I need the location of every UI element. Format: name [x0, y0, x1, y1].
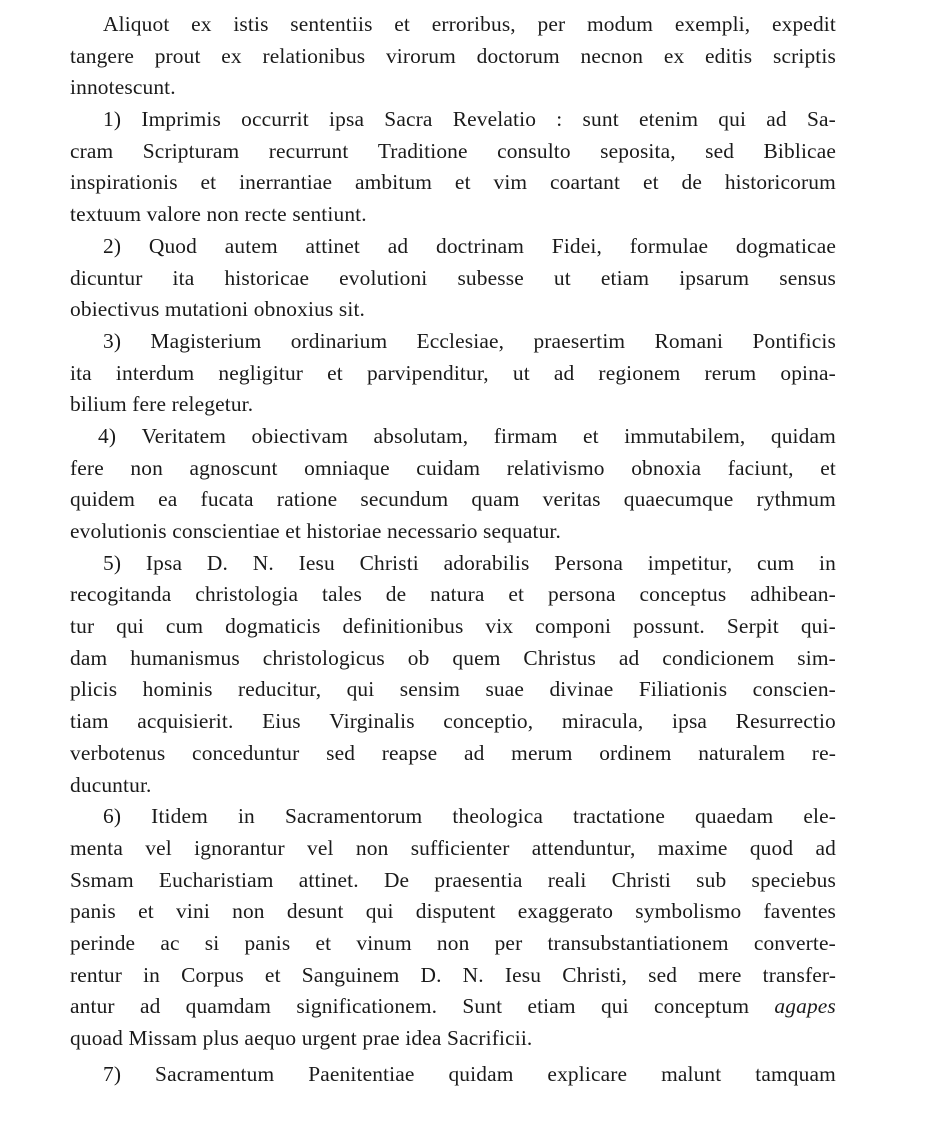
word: adorabilis	[443, 550, 530, 575]
word: negligitur	[218, 360, 304, 385]
word: merum	[511, 740, 573, 765]
word: quod	[749, 835, 794, 860]
paragraph-item-1	[70, 104, 836, 231]
word: tangere	[70, 43, 134, 68]
document-page	[70, 9, 836, 1090]
word: et	[508, 582, 525, 607]
word: 5)	[103, 550, 122, 575]
text-line	[70, 421, 836, 453]
word: theologica	[452, 804, 543, 829]
word: quidam	[770, 423, 836, 448]
word: qui	[116, 614, 144, 639]
paragraph-item-7	[70, 1059, 836, 1091]
word: si	[204, 930, 220, 955]
text-line-with-italic	[70, 991, 836, 1023]
word: panis	[244, 930, 291, 955]
word: Sanguinem	[301, 962, 400, 987]
word: Ipsa	[145, 550, 183, 575]
word: vix	[485, 614, 514, 639]
word: reali	[547, 867, 587, 892]
word: condicionem	[662, 645, 775, 670]
word: parvipenditur,	[366, 360, 489, 385]
word: mere	[698, 962, 742, 987]
word: Sunt	[462, 994, 503, 1019]
word: Iesu	[298, 550, 335, 575]
word: impetitur,	[647, 550, 733, 575]
word: ordinem	[599, 740, 672, 765]
word: occurrit	[241, 107, 309, 132]
word: Magisterium	[150, 328, 262, 353]
word: vel	[145, 835, 172, 860]
word: recogitanda	[70, 582, 172, 607]
text-line	[70, 326, 836, 358]
word: conscien-	[752, 677, 836, 702]
word: et	[138, 899, 154, 924]
paragraph-item-2	[70, 231, 836, 326]
word: praesentia	[434, 867, 523, 892]
word: obiectivam	[251, 423, 349, 448]
text-line: ducuntur.	[70, 772, 152, 797]
word: etiam	[527, 994, 576, 1019]
word: ad	[553, 360, 575, 385]
word: qui	[346, 677, 375, 702]
word: quidem	[70, 487, 136, 512]
word: inerrantiae	[239, 170, 333, 195]
word: quidam	[448, 1061, 514, 1086]
word: sim-	[797, 645, 836, 670]
word: componi	[535, 614, 612, 639]
word: cum	[756, 550, 795, 575]
word: transubstantiationem	[547, 930, 729, 955]
word: ele-	[803, 804, 836, 829]
word: qui	[600, 994, 629, 1019]
word: Veritatem	[141, 423, 227, 448]
word: cum	[165, 614, 204, 639]
word: rentur	[70, 962, 122, 987]
word: hominis	[142, 677, 213, 702]
word: possunt.	[633, 614, 705, 639]
word: Persona	[554, 550, 624, 575]
word: attinet.	[298, 867, 359, 892]
text-line	[70, 960, 836, 992]
paragraph-item-5	[70, 548, 836, 802]
word: agnoscunt	[189, 455, 278, 480]
word: tales	[321, 582, 362, 607]
text-line	[70, 611, 836, 643]
text-line	[70, 801, 836, 833]
word: qui	[718, 107, 747, 132]
word: De	[383, 867, 410, 892]
word: natura	[430, 582, 485, 607]
word: Itidem	[151, 804, 208, 829]
word: vel	[307, 835, 334, 860]
word: Filiationis	[638, 677, 728, 702]
word: Resurrectio	[735, 709, 836, 734]
word: ac	[160, 930, 180, 955]
text-line	[70, 674, 836, 706]
word: fere	[70, 455, 104, 480]
word: dogmaticis	[225, 614, 321, 639]
word: dicuntur	[70, 265, 143, 290]
word: faventes	[763, 899, 836, 924]
word: regionem	[598, 360, 681, 385]
word: sunt	[582, 107, 619, 132]
text-line	[70, 548, 836, 580]
word: tur	[70, 614, 95, 639]
word: in	[237, 804, 255, 829]
word: Corpus	[181, 962, 244, 987]
word: historicae	[224, 265, 310, 290]
word: ex	[221, 43, 242, 68]
word: quaecumque	[623, 487, 734, 512]
word: 6)	[103, 804, 122, 829]
text-line	[70, 643, 836, 675]
word: Eucharistiam	[158, 867, 274, 892]
word: sufficienter	[410, 835, 510, 860]
word: ignorantur	[194, 835, 285, 860]
word: symbolismo	[635, 899, 742, 924]
word: ratione	[276, 487, 338, 512]
word: Christi	[611, 867, 671, 892]
word: ita	[172, 265, 195, 290]
word: conceptum	[653, 994, 750, 1019]
word: erroribus,	[431, 12, 516, 36]
word: plicis	[70, 677, 118, 702]
text-line	[70, 41, 836, 73]
word: immutabilem,	[624, 423, 746, 448]
word: Ssmam	[70, 867, 134, 892]
text-line	[70, 865, 836, 897]
word: evolutioni	[339, 265, 428, 290]
word: cuidam	[416, 455, 481, 480]
word: coartant	[550, 170, 621, 195]
word: etiam	[600, 265, 650, 290]
word: in	[818, 550, 836, 575]
word: sed	[326, 740, 356, 765]
word: Christus	[523, 645, 596, 670]
word: Scripturam	[142, 138, 240, 163]
word: ut	[512, 360, 530, 385]
text-line	[70, 263, 836, 295]
word: malunt	[661, 1061, 722, 1086]
word: converte-	[753, 930, 836, 955]
word: antur	[70, 994, 115, 1019]
word: quamdam	[185, 994, 272, 1019]
word: consulto	[497, 138, 571, 163]
word: 2)	[103, 233, 122, 258]
word: firmam	[493, 423, 558, 448]
word: ad	[463, 740, 485, 765]
word: quaedam	[695, 804, 774, 829]
word: non	[355, 835, 389, 860]
word: Romani	[654, 328, 724, 353]
word: vim	[493, 170, 528, 195]
word: per	[494, 930, 523, 955]
word: de	[385, 582, 407, 607]
word: dam	[70, 645, 108, 670]
word: verbotenus	[70, 740, 166, 765]
word: Iesu	[504, 962, 542, 987]
word: reducitur,	[238, 677, 322, 702]
word: re-	[811, 740, 836, 765]
word: cram	[70, 138, 114, 163]
word: Sa-	[806, 107, 836, 132]
word: prout	[154, 43, 201, 68]
word: significationem.	[296, 994, 438, 1019]
word: N.	[462, 962, 484, 987]
word: et	[315, 930, 332, 955]
word: et	[583, 423, 599, 448]
text-line: quoad Missam plus aequo urgent prae idea Sacrificii.	[70, 1026, 533, 1050]
word: doctorum	[476, 43, 560, 68]
word: Sacramentum	[155, 1061, 275, 1086]
word: ita	[70, 360, 92, 385]
word: in	[143, 962, 161, 987]
word: et	[394, 12, 411, 36]
word: Traditione	[377, 138, 468, 163]
text-line: bilium fere relegetur.	[70, 392, 254, 417]
word: expedit	[771, 12, 836, 36]
text-line: evolutionis conscientiae et historiae necessario sequatur.	[70, 519, 562, 543]
text-line	[70, 484, 836, 516]
word: exaggerato	[517, 899, 614, 924]
word: 7)	[103, 1061, 122, 1086]
word: et	[200, 170, 217, 195]
word: christologicus	[262, 645, 385, 670]
word: ad	[387, 233, 409, 258]
word: miracula,	[561, 709, 644, 734]
word: ad	[139, 994, 161, 1019]
word: formulae	[629, 233, 709, 258]
text-line	[70, 833, 836, 865]
word: ipsarum	[679, 265, 750, 290]
word: Fidei,	[551, 233, 603, 258]
text-line	[70, 896, 836, 928]
word: quam	[471, 487, 520, 512]
word: D.	[420, 962, 442, 987]
word: adhibean-	[750, 582, 836, 607]
text-line: innotescunt.	[70, 75, 176, 100]
word: et	[327, 360, 343, 385]
word: Eius	[262, 709, 301, 734]
word: praesertim	[533, 328, 626, 353]
word: et	[264, 962, 281, 987]
word: absolutam,	[373, 423, 469, 448]
word: recurrunt	[268, 138, 349, 163]
word: necnon	[580, 43, 644, 68]
word: speciebus	[751, 867, 836, 892]
word: Quod	[148, 233, 197, 258]
word: reapse	[381, 740, 438, 765]
word: transfer-	[762, 962, 836, 987]
word: desunt	[286, 899, 344, 924]
word: Ecclesiae,	[416, 328, 505, 353]
word: ordinarium	[290, 328, 388, 353]
word: ipsa	[672, 709, 708, 734]
word: vini	[176, 899, 210, 924]
word: scriptis	[772, 43, 836, 68]
word: autem	[224, 233, 278, 258]
word: quem	[452, 645, 501, 670]
word: Revelatio	[452, 107, 537, 132]
word: menta	[70, 835, 124, 860]
word: qui	[365, 899, 394, 924]
word: sed	[705, 138, 735, 163]
italic-word: agapes	[774, 994, 836, 1019]
word: N.	[252, 550, 274, 575]
word: sed	[648, 962, 678, 987]
word: naturalem	[698, 740, 786, 765]
word: sensus	[779, 265, 836, 290]
word: faciunt,	[727, 455, 794, 480]
word: ipsa	[329, 107, 365, 132]
text-line	[70, 9, 836, 41]
text-line	[70, 928, 836, 960]
word: ut	[553, 265, 571, 290]
word: et	[642, 170, 659, 195]
word: persona	[548, 582, 616, 607]
word: attinet	[305, 233, 360, 258]
word: ex	[663, 43, 685, 68]
word: qui-	[800, 614, 836, 639]
word: et	[820, 455, 836, 480]
word: tiam	[70, 709, 109, 734]
word: et	[454, 170, 471, 195]
word: relationibus	[262, 43, 366, 68]
word: fucata	[200, 487, 254, 512]
word: modum	[586, 12, 654, 36]
word: editis	[705, 43, 753, 68]
word: ambitum	[355, 170, 433, 195]
paragraph-item-3	[70, 326, 836, 421]
word: conceptus	[639, 582, 727, 607]
word: perinde	[70, 930, 136, 955]
word: Christi	[359, 550, 419, 575]
word: ob	[407, 645, 430, 670]
word: rerum	[704, 360, 757, 385]
word: Biblicae	[763, 138, 836, 163]
word: attenduntur,	[531, 835, 636, 860]
word: explicare	[547, 1061, 628, 1086]
word: ad	[618, 645, 640, 670]
word: 1)	[103, 107, 122, 132]
word: tamquam	[755, 1061, 836, 1086]
text-line	[70, 706, 836, 738]
word: maxime	[657, 835, 728, 860]
paragraph-item-4	[70, 421, 836, 548]
word: 4)	[98, 423, 117, 448]
word: Serpit	[726, 614, 779, 639]
text-line	[70, 1059, 836, 1091]
word: Sacra	[384, 107, 433, 132]
text-line	[70, 231, 836, 263]
text-line: obiectivus mutationi obnoxius sit.	[70, 297, 366, 322]
word: interdum	[115, 360, 195, 385]
word: Sacramentorum	[284, 804, 423, 829]
word: Aliquot	[103, 12, 170, 36]
word: non	[232, 899, 265, 924]
word: ad	[815, 835, 836, 860]
word: ad	[766, 107, 787, 132]
paragraph-item-6	[70, 801, 836, 1055]
paragraph-intro	[70, 9, 836, 104]
word: opina-	[780, 360, 836, 385]
word: non	[130, 455, 163, 480]
word: obnoxia	[631, 455, 702, 480]
word: exempli,	[674, 12, 751, 36]
word: secundum	[360, 487, 449, 512]
word: relativismo	[506, 455, 605, 480]
word: non	[436, 930, 470, 955]
text-line	[70, 738, 836, 770]
word: historicorum	[724, 170, 836, 195]
word: Pontificis	[752, 328, 836, 353]
word: vinum	[356, 930, 412, 955]
word: per	[537, 12, 566, 36]
word: acquisierit.	[137, 709, 234, 734]
word: sub	[696, 867, 727, 892]
word: omniaque	[304, 455, 390, 480]
text-line	[70, 104, 836, 136]
word: conceduntur	[192, 740, 300, 765]
word: virorum	[385, 43, 456, 68]
text-line	[70, 579, 836, 611]
text-line: textuum valore non recte sentiunt.	[70, 202, 367, 227]
word: D.	[206, 550, 228, 575]
word: doctrinam	[435, 233, 525, 258]
word: dogmaticae	[735, 233, 836, 258]
word: :	[556, 107, 563, 132]
text-line	[70, 136, 836, 168]
word: Christi,	[562, 962, 628, 987]
word: conceptio,	[443, 709, 534, 734]
word: ex	[191, 12, 212, 36]
word: christologia	[195, 582, 299, 607]
text-line	[70, 453, 836, 485]
word: subesse	[457, 265, 524, 290]
word: rythmum	[756, 487, 836, 512]
word: Imprimis	[141, 107, 221, 132]
word: veritas	[542, 487, 601, 512]
word: humanismus	[130, 645, 240, 670]
word: 3)	[103, 328, 122, 353]
word: de	[681, 170, 702, 195]
word: tractatione	[573, 804, 665, 829]
word: Virginalis	[329, 709, 415, 734]
word: suae	[485, 677, 525, 702]
word: istis	[233, 12, 269, 36]
word: definitionibus	[342, 614, 464, 639]
word: sensim	[399, 677, 461, 702]
text-line	[70, 358, 836, 390]
word: Paenitentiae	[308, 1061, 415, 1086]
word: sententiis	[290, 12, 373, 36]
word: seposita,	[600, 138, 676, 163]
word: etenim	[639, 107, 699, 132]
text-line	[70, 167, 836, 199]
word: inspirationis	[70, 170, 178, 195]
word: panis	[70, 899, 116, 924]
word: disputent	[415, 899, 496, 924]
word: ea	[158, 487, 178, 512]
word: divinae	[549, 677, 614, 702]
